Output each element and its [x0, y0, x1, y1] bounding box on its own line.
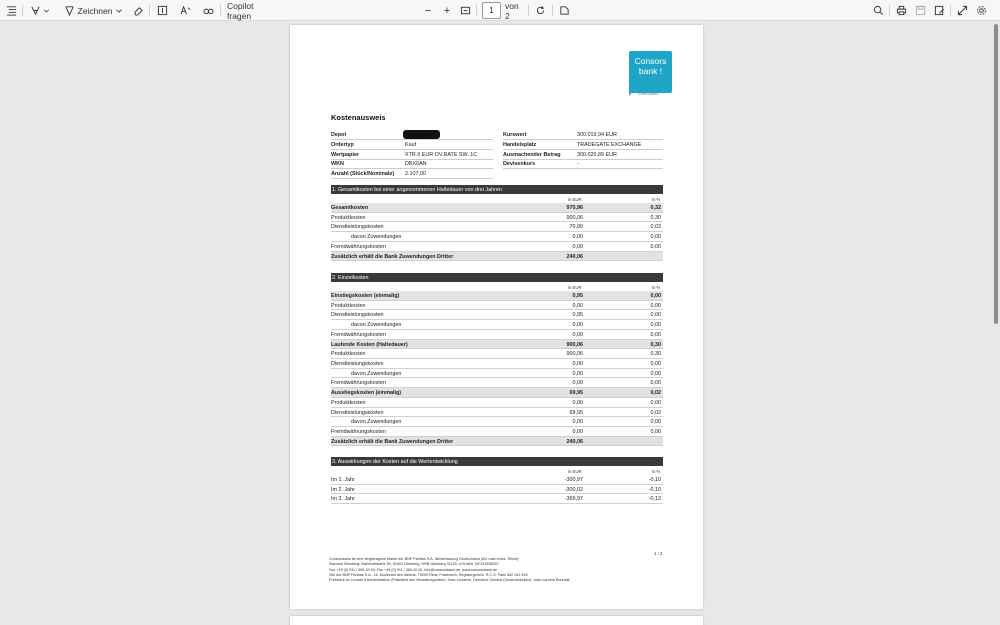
column-header-pct: in %	[652, 285, 661, 290]
table-row	[331, 494, 663, 504]
row-value-eur: 70,90	[569, 224, 583, 231]
row-label: Fremdwährungskosten	[331, 380, 386, 387]
row-label: Im 3. Jahr	[331, 496, 355, 503]
row-value-eur: 69,95	[569, 409, 583, 416]
table-row	[331, 359, 663, 369]
row-value-pct: 0,00	[650, 399, 661, 406]
table-row	[331, 232, 663, 242]
row-value-pct: 0,00	[650, 322, 661, 329]
row-value-pct: 0,00	[650, 234, 661, 241]
row-value-eur: 0,00	[572, 331, 583, 338]
section-header: 2. Einzelkosten	[331, 273, 663, 282]
info-label: Ordertyp	[331, 141, 354, 148]
table-row	[331, 369, 663, 379]
settings-gear-icon[interactable]	[974, 0, 988, 21]
eraser-icon[interactable]	[131, 0, 145, 21]
row-value-pct: 0,00	[650, 419, 661, 426]
text-box-icon[interactable]	[155, 0, 169, 21]
row-value-eur: 0,95	[572, 293, 583, 299]
table-row	[331, 301, 663, 311]
row-label: davon Zuwendungen	[351, 234, 402, 241]
column-header-eur: in EUR	[568, 285, 582, 290]
save-icon[interactable]	[913, 0, 927, 21]
row-value-eur: 240,06	[566, 253, 583, 260]
info-value: 300.019,94 EUR	[577, 132, 617, 138]
info-label: Ausmachender Betrag	[503, 151, 561, 158]
table-row	[331, 398, 663, 408]
pdf-page	[290, 25, 703, 609]
row-value-eur: 900,06	[566, 341, 583, 348]
logo-line-2: bank !	[638, 66, 663, 76]
info-row	[503, 141, 663, 150]
row-value-pct: 0,30	[650, 351, 661, 358]
row-value-eur: 0,00	[572, 399, 583, 406]
row-value-eur: -300,02	[564, 486, 583, 493]
toolbar	[0, 0, 1000, 21]
section-header: 1. Gesamtkosten bei einer angenommenen Haltedauer von drei Jahren	[331, 185, 663, 194]
info-label: Handelsplatz	[503, 141, 537, 148]
info-label: Depot	[331, 132, 347, 138]
highlight-icon[interactable]	[29, 0, 42, 21]
row-label: Fremdwährungskosten	[331, 331, 386, 338]
row-value-pct: 0,00	[650, 361, 661, 368]
row-label: Dienstleistungskosten	[331, 312, 384, 319]
info-value: Kauf	[405, 141, 417, 148]
row-value-eur: 900,06	[566, 351, 583, 358]
info-row	[331, 141, 493, 150]
row-value-pct: 0,02	[650, 224, 661, 231]
row-value-pct: -0,12	[648, 496, 661, 503]
table-row	[331, 310, 663, 320]
info-row	[331, 170, 493, 179]
row-label: Im 2. Jahr	[331, 486, 355, 493]
row-value-eur: 0,00	[572, 380, 583, 387]
info-label: WKN	[331, 161, 344, 168]
table-row	[331, 388, 663, 398]
info-value: TRADEGATE EXCHANGE	[577, 141, 642, 148]
info-value: -	[577, 161, 579, 168]
page-count: von 2	[505, 0, 519, 21]
row-label: davon Zuwendungen	[351, 370, 402, 377]
draw-icon[interactable]	[62, 0, 76, 21]
table-row	[331, 378, 663, 388]
pdf-page-2	[290, 616, 703, 625]
table-row	[331, 475, 663, 485]
info-label: Devisenkurs	[503, 161, 536, 168]
read-aloud-icon[interactable]	[178, 0, 192, 21]
row-value-eur: 0,00	[572, 302, 583, 309]
table-row	[331, 340, 663, 350]
row-value-pct: 0,30	[650, 341, 661, 348]
row-value-pct: 0,00	[650, 429, 661, 436]
row-label: Zusätzlich erhält die Bank Zuwendungen Dritter	[331, 253, 454, 260]
row-label: Im 1. Jahr	[331, 477, 355, 483]
fullscreen-icon[interactable]	[955, 0, 969, 21]
translate-icon[interactable]	[201, 0, 215, 21]
footer-line: Président du Conseil d'Administration (Präsident des Verwaltungsrates): Jean Lemierre, Directeur Général (Generaldirektor): Jean-Laurent Bonnafé	[329, 578, 570, 583]
print-icon[interactable]	[894, 0, 908, 21]
column-header-pct: in %	[652, 197, 661, 202]
table-row	[331, 437, 663, 447]
row-value-eur: -300,97	[564, 477, 583, 483]
table-row	[331, 330, 663, 340]
info-row	[331, 151, 493, 160]
info-row	[503, 160, 663, 169]
row-value-pct: 0,00	[650, 370, 661, 377]
table-row	[331, 213, 663, 223]
row-value-pct: 0,00	[650, 331, 661, 338]
row-value-eur: 900,06	[566, 214, 583, 221]
row-label: Dienstleistungskosten	[331, 224, 384, 231]
row-value-pct: 0,00	[650, 243, 661, 250]
row-label: davon Zuwendungen	[351, 322, 402, 329]
row-label: Produktkosten	[331, 214, 366, 221]
row-value-pct: 0,02	[650, 409, 661, 416]
row-value-eur: 0,00	[572, 370, 583, 377]
row-value-pct: 0,00	[650, 312, 661, 319]
row-label: Ausstiegskosten (einmalig)	[331, 390, 402, 397]
info-value: 300.020,89 EUR	[577, 151, 617, 158]
redacted-depot	[403, 130, 440, 139]
info-value: DBX0AN	[405, 161, 427, 168]
row-value-pct: 0,30	[650, 214, 661, 221]
row-value-eur: 240,06	[566, 438, 583, 445]
row-value-eur: 0,00	[572, 243, 583, 250]
page-view-icon[interactable]	[557, 0, 571, 21]
table-row	[331, 485, 663, 495]
chevron-down-icon[interactable]	[114, 0, 124, 21]
row-value-pct: 0,00	[650, 380, 661, 387]
footer-line: Standort Nürnberg: Bahnhofstraße 55, 90402 Nürnberg, HRB Nürnberg 31129, USt-IdNr. DE191528929	[329, 562, 499, 567]
footer-line: Fon +49 (0) 911 / 369-30 00, Fax +49 (0) 911 / 369-10 00, info@consorsbank.de, www.consorsbank.de	[329, 567, 498, 572]
row-value-eur: 0,00	[572, 361, 583, 368]
info-value: 2.107,00	[405, 171, 426, 178]
row-label: Einstiegskosten (einmalig)	[331, 293, 400, 299]
table-row	[331, 242, 663, 252]
copilot-button[interactable]: Copilot fragen	[227, 0, 254, 21]
column-header-pct: in %	[652, 469, 661, 474]
table-row	[331, 417, 663, 427]
table-row	[331, 252, 663, 262]
rotate-icon[interactable]	[533, 0, 547, 21]
info-label: Kurswert	[503, 132, 527, 138]
footer-line: Consorsbank ist eine eingetragene Marke der BNP Paribas S.A. Niederlassung Deutschland (AG nach franz. Recht).	[329, 557, 520, 561]
scrollbar-thumb[interactable]	[994, 24, 998, 324]
row-value-pct: -0,10	[648, 486, 661, 493]
row-value-eur: -369,97	[564, 496, 583, 503]
info-label: Wertpapier	[331, 151, 360, 158]
column-header-eur: in EUR	[568, 469, 582, 474]
info-label: Anzahl (Stück/Nominale)	[331, 171, 395, 178]
row-value-pct: -0,10	[648, 477, 661, 483]
row-value-eur: 0,00	[572, 322, 583, 329]
table-row	[331, 203, 663, 213]
section-header: 3. Auswirkungen der Kosten auf die Wertentwicklung	[331, 457, 663, 466]
row-label: Gesamtkosten	[331, 205, 369, 211]
row-value-eur: 0,00	[572, 429, 583, 436]
table-row	[331, 408, 663, 418]
row-value-pct: 0,32	[650, 205, 661, 211]
contents-icon[interactable]	[4, 0, 18, 21]
row-value-pct: 0,00	[650, 293, 661, 299]
table-row	[331, 320, 663, 330]
footer-line: Sitz der BNP Paribas S.A.: 16, boulevard des Italiens, 75009 Paris, Frankreich, Registergericht: R.C.S. Paris 662 042 449	[329, 572, 528, 577]
row-value-eur: 0,00	[572, 234, 583, 241]
row-value-eur: 0,00	[572, 419, 583, 426]
table-row	[331, 349, 663, 359]
page-number: 1 / 2	[654, 551, 663, 556]
chevron-down-icon[interactable]	[42, 0, 51, 21]
row-label: Zusätzlich erhält die Bank Zuwendungen Dritter	[331, 438, 454, 445]
logo-line-1: Consors	[634, 56, 667, 66]
zoom-out-button[interactable]: −	[424, 4, 432, 17]
info-row	[331, 160, 493, 169]
search-icon[interactable]	[871, 0, 885, 21]
row-label: Dienstleistungskosten	[331, 361, 384, 368]
logo-subtitle: by BNP PARIBAS	[638, 93, 659, 96]
draw-label[interactable]: Zeichnen	[77, 5, 113, 16]
row-label: davon Zuwendungen	[351, 419, 402, 426]
info-row	[503, 151, 663, 160]
consorsbank-logo	[629, 51, 672, 93]
row-label: Produktkosten	[331, 302, 366, 309]
row-value-pct: 0,02	[650, 390, 661, 397]
row-label: Dienstleistungskosten	[331, 409, 384, 416]
row-label: Laufende Kosten (Haltedauer)	[331, 341, 408, 348]
row-label: Fremdwährungskosten	[331, 243, 386, 250]
row-value-eur: 69,95	[569, 390, 583, 397]
document-title: Kostenausweis	[331, 113, 386, 122]
table-row	[331, 222, 663, 232]
zoom-in-button[interactable]: +	[443, 4, 451, 17]
legal-footer	[329, 557, 570, 583]
table-row	[331, 291, 663, 301]
row-label: Produktkosten	[331, 351, 366, 358]
row-label: Fremdwährungskosten	[331, 429, 386, 436]
row-label: Produktkosten	[331, 399, 366, 406]
info-value: XTR.II EUR OV.RATE SW. 1C	[405, 151, 478, 158]
info-row	[503, 131, 663, 140]
fit-page-icon[interactable]	[458, 0, 472, 21]
row-value-eur: 0,95	[572, 312, 583, 319]
row-value-pct: 0,00	[650, 302, 661, 309]
table-row	[331, 427, 663, 437]
page-number-input[interactable]: 1	[482, 2, 501, 19]
row-value-eur: 970,96	[566, 205, 583, 211]
logo-tail	[629, 91, 633, 96]
save-as-icon[interactable]	[932, 0, 946, 21]
column-header-eur: in EUR	[568, 197, 582, 202]
